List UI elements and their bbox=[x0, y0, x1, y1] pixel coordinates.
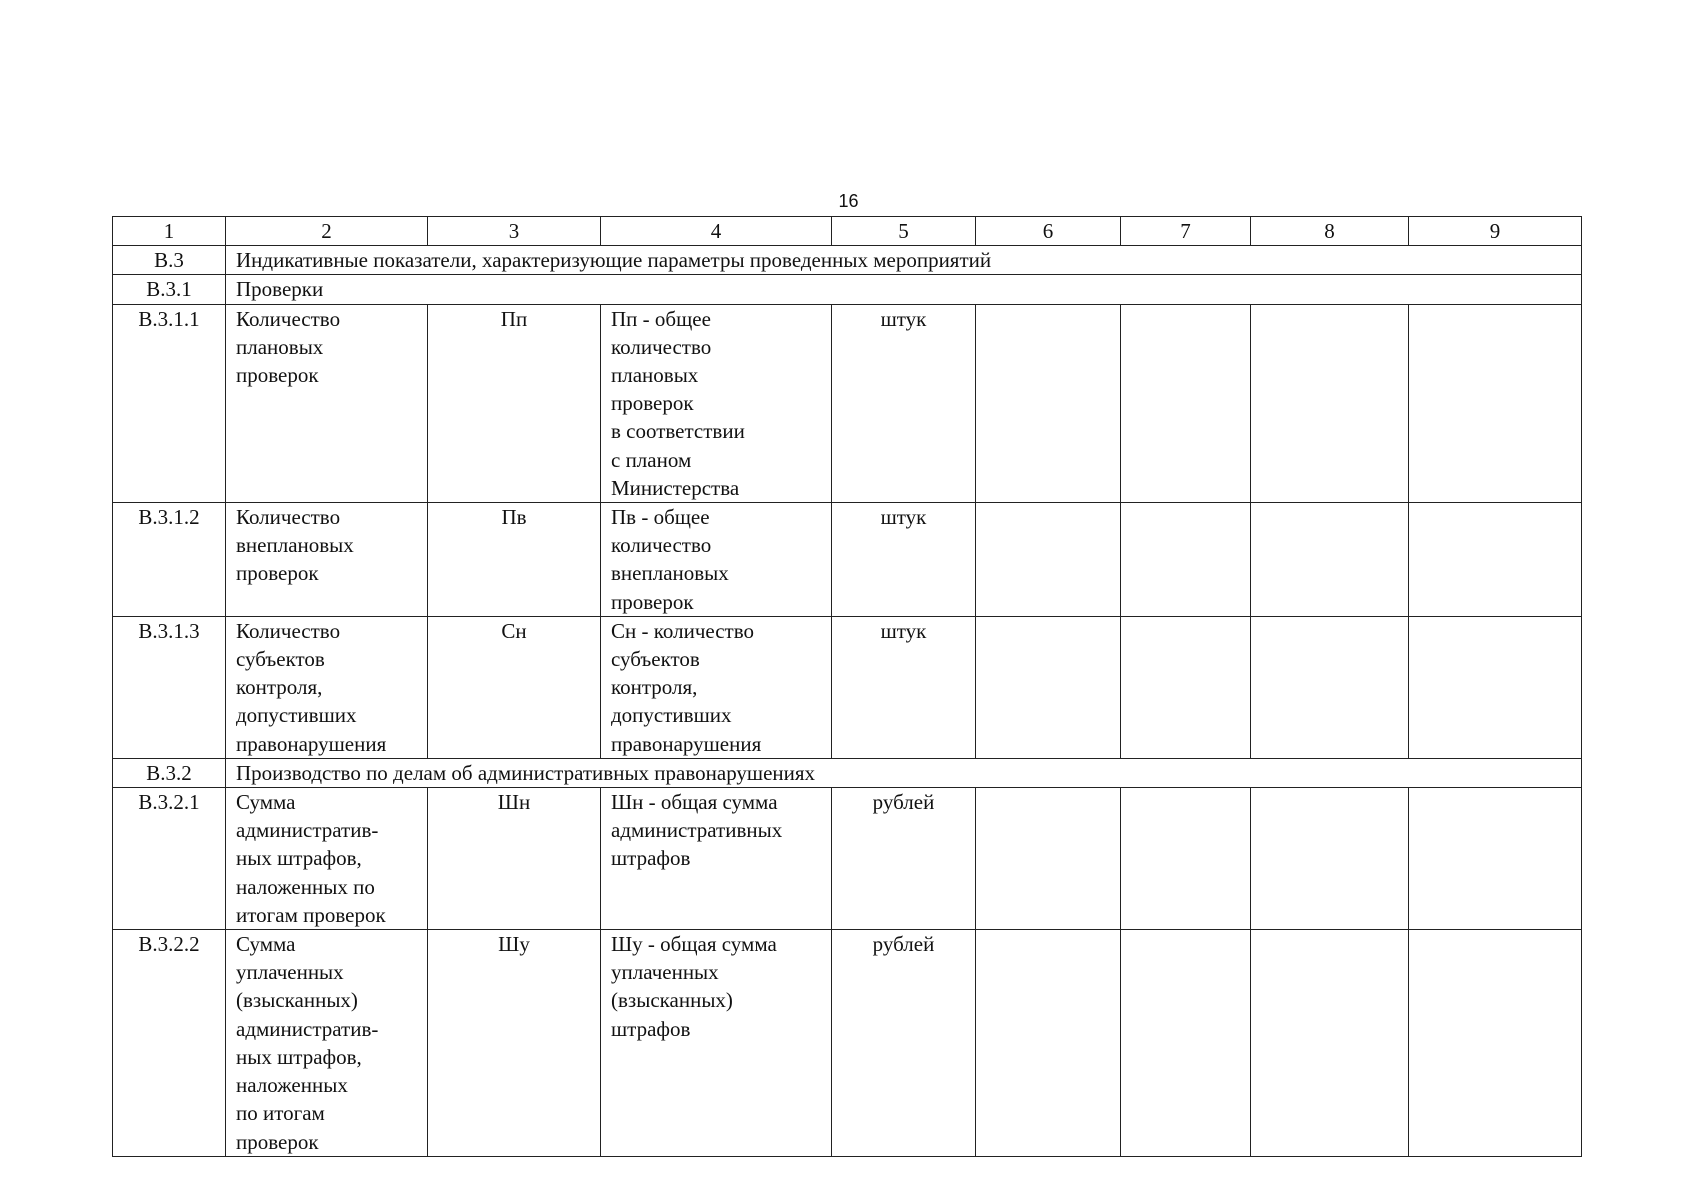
indicator-formula: Шу - общая сумма уплаченных (взысканных) штрафов bbox=[601, 930, 832, 1157]
indicators-table bbox=[112, 216, 1582, 1157]
table-row bbox=[113, 304, 1582, 502]
column-number: 6 bbox=[976, 217, 1121, 246]
table-row bbox=[113, 616, 1582, 758]
value-cell-7 bbox=[1121, 930, 1251, 1157]
value-cell-8 bbox=[1251, 788, 1409, 930]
section-title: Производство по делам об административных правонарушениях bbox=[226, 758, 1582, 787]
column-number: 7 bbox=[1121, 217, 1251, 246]
value-cell-8 bbox=[1251, 930, 1409, 1157]
column-number: 4 bbox=[601, 217, 832, 246]
indicator-formula: Сн - количество субъектов контроля, допустивших правонарушения bbox=[601, 616, 832, 758]
indicator-unit: рублей bbox=[832, 788, 976, 930]
value-cell-6 bbox=[976, 788, 1121, 930]
indicator-symbol: Шн bbox=[428, 788, 601, 930]
column-number: 1 bbox=[113, 217, 226, 246]
indicator-unit: штук bbox=[832, 304, 976, 502]
column-number: 5 bbox=[832, 217, 976, 246]
section-title: Проверки bbox=[226, 275, 1582, 304]
value-cell-7 bbox=[1121, 616, 1251, 758]
indicator-formula: Шн - общая сумма административных штрафов bbox=[601, 788, 832, 930]
table-row bbox=[113, 788, 1582, 930]
value-cell-9 bbox=[1409, 788, 1582, 930]
column-number-row bbox=[113, 217, 1582, 246]
indicator-symbol: Пп bbox=[428, 304, 601, 502]
indicator-code: В.3.1.2 bbox=[113, 503, 226, 617]
value-cell-9 bbox=[1409, 503, 1582, 617]
value-cell-8 bbox=[1251, 503, 1409, 617]
indicator-formula: Пп - общее количество плановых проверок в соответствии с планом Министерства bbox=[601, 304, 832, 502]
value-cell-9 bbox=[1409, 930, 1582, 1157]
section-code: В.3 bbox=[113, 246, 226, 275]
value-cell-6 bbox=[976, 930, 1121, 1157]
column-number: 3 bbox=[428, 217, 601, 246]
value-cell-6 bbox=[976, 616, 1121, 758]
indicator-unit: рублей bbox=[832, 930, 976, 1157]
section-row bbox=[113, 758, 1582, 787]
value-cell-7 bbox=[1121, 788, 1251, 930]
indicator-name: Сумма административ- ных штрафов, наложенных по итогам проверок bbox=[226, 788, 428, 930]
indicator-name: Сумма уплаченных (взысканных) административ- ных штрафов, наложенных по итогам проверок bbox=[226, 930, 428, 1157]
indicator-symbol: Сн bbox=[428, 616, 601, 758]
table-row bbox=[113, 930, 1582, 1157]
table-row bbox=[113, 503, 1582, 617]
section-code: В.3.2 bbox=[113, 758, 226, 787]
column-number: 9 bbox=[1409, 217, 1582, 246]
indicator-formula: Пв - общее количество внеплановых проверок bbox=[601, 503, 832, 617]
indicator-code: В.3.1.1 bbox=[113, 304, 226, 502]
page-number: 16 bbox=[838, 191, 859, 211]
value-cell-6 bbox=[976, 503, 1121, 617]
value-cell-7 bbox=[1121, 304, 1251, 502]
indicator-symbol: Шу bbox=[428, 930, 601, 1157]
column-number: 2 bbox=[226, 217, 428, 246]
section-title: Индикативные показатели, характеризующие параметры проведенных мероприятий bbox=[226, 246, 1582, 275]
indicator-name: Количество плановых проверок bbox=[226, 304, 428, 502]
value-cell-9 bbox=[1409, 304, 1582, 502]
indicator-code: В.3.2.1 bbox=[113, 788, 226, 930]
column-number: 8 bbox=[1251, 217, 1409, 246]
indicator-code: В.3.1.3 bbox=[113, 616, 226, 758]
indicator-unit: штук bbox=[832, 616, 976, 758]
indicator-symbol: Пв bbox=[428, 503, 601, 617]
section-row bbox=[113, 275, 1582, 304]
indicator-name: Количество субъектов контроля, допустивших правонарушения bbox=[226, 616, 428, 758]
value-cell-6 bbox=[976, 304, 1121, 502]
section-code: В.3.1 bbox=[113, 275, 226, 304]
indicator-unit: штук bbox=[832, 503, 976, 617]
value-cell-7 bbox=[1121, 503, 1251, 617]
value-cell-8 bbox=[1251, 304, 1409, 502]
section-row bbox=[113, 246, 1582, 275]
value-cell-8 bbox=[1251, 616, 1409, 758]
indicator-name: Количество внеплановых проверок bbox=[226, 503, 428, 617]
indicator-code: В.3.2.2 bbox=[113, 930, 226, 1157]
value-cell-9 bbox=[1409, 616, 1582, 758]
table-body bbox=[113, 217, 1582, 1157]
